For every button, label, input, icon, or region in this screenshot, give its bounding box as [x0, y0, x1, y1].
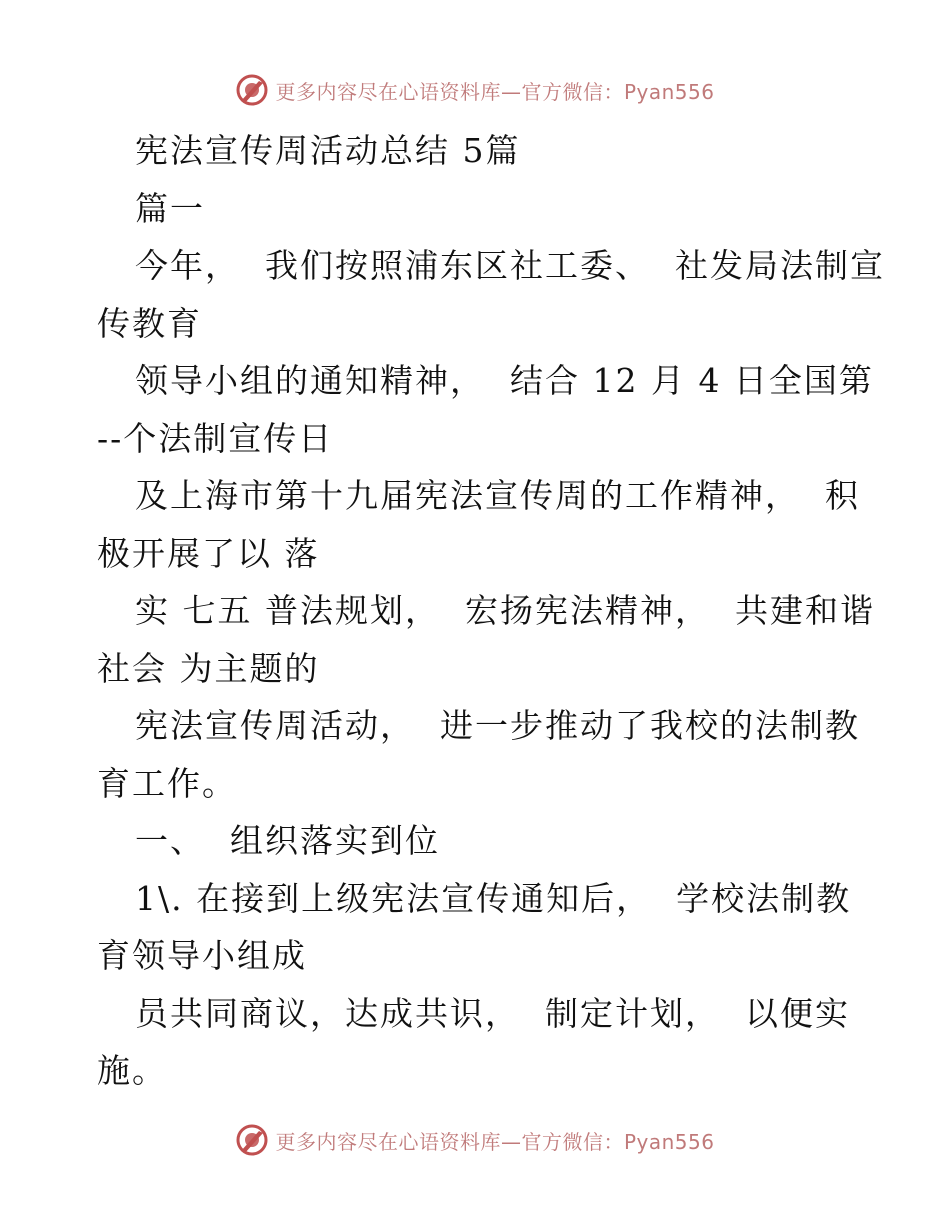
- text-line: 实 七五 普法规划， 宏扬宪法精神， 共建和谐: [135, 591, 875, 630]
- pen-circle-logo-icon: [235, 1123, 269, 1157]
- text-line: 一、 组织落实到位: [135, 821, 440, 860]
- text-line: 今年， 我们按照浦东区社工委、 社发局法制宣: [135, 246, 885, 285]
- pen-circle-logo-icon: [235, 73, 269, 107]
- text-line: --个法制宣传日: [97, 418, 334, 458]
- text-line: 员共同商议，达成共识， 制定计划， 以便实: [135, 993, 850, 1033]
- text-line: 育工作。: [97, 763, 237, 803]
- footer-watermark: [0, 1120, 950, 1160]
- text-line: 篇一: [135, 188, 205, 228]
- text-line: 施。: [97, 1051, 167, 1090]
- text-line: 宪法宣传周活动， 进一步推动了我校的法制教: [135, 706, 860, 745]
- text-line: 极开展了以 落: [97, 533, 320, 573]
- document-body: [97, 122, 885, 1100]
- text-line: 及上海市第十九届宪法宣传周的工作精神， 积: [135, 476, 860, 515]
- header-watermark: [0, 70, 950, 110]
- text-line: 社会 为主题的: [97, 648, 320, 688]
- text-line: 宪法宣传周活动总结 5篇: [135, 131, 521, 170]
- text-line: 1\. 在接到上级宪法宣传通知后， 学校法制教: [135, 878, 852, 918]
- text-line: 领导小组的通知精神， 结合 12 月 4 日全国第: [135, 361, 874, 400]
- footer-watermark-text: 更多内容尽在心语资料库—官方微信：Pyan556: [275, 1129, 715, 1154]
- header-watermark-text: 更多内容尽在心语资料库—官方微信：Pyan556: [275, 79, 715, 104]
- text-line: 传教育: [97, 303, 202, 343]
- text-line: 育领导小组成: [97, 936, 307, 975]
